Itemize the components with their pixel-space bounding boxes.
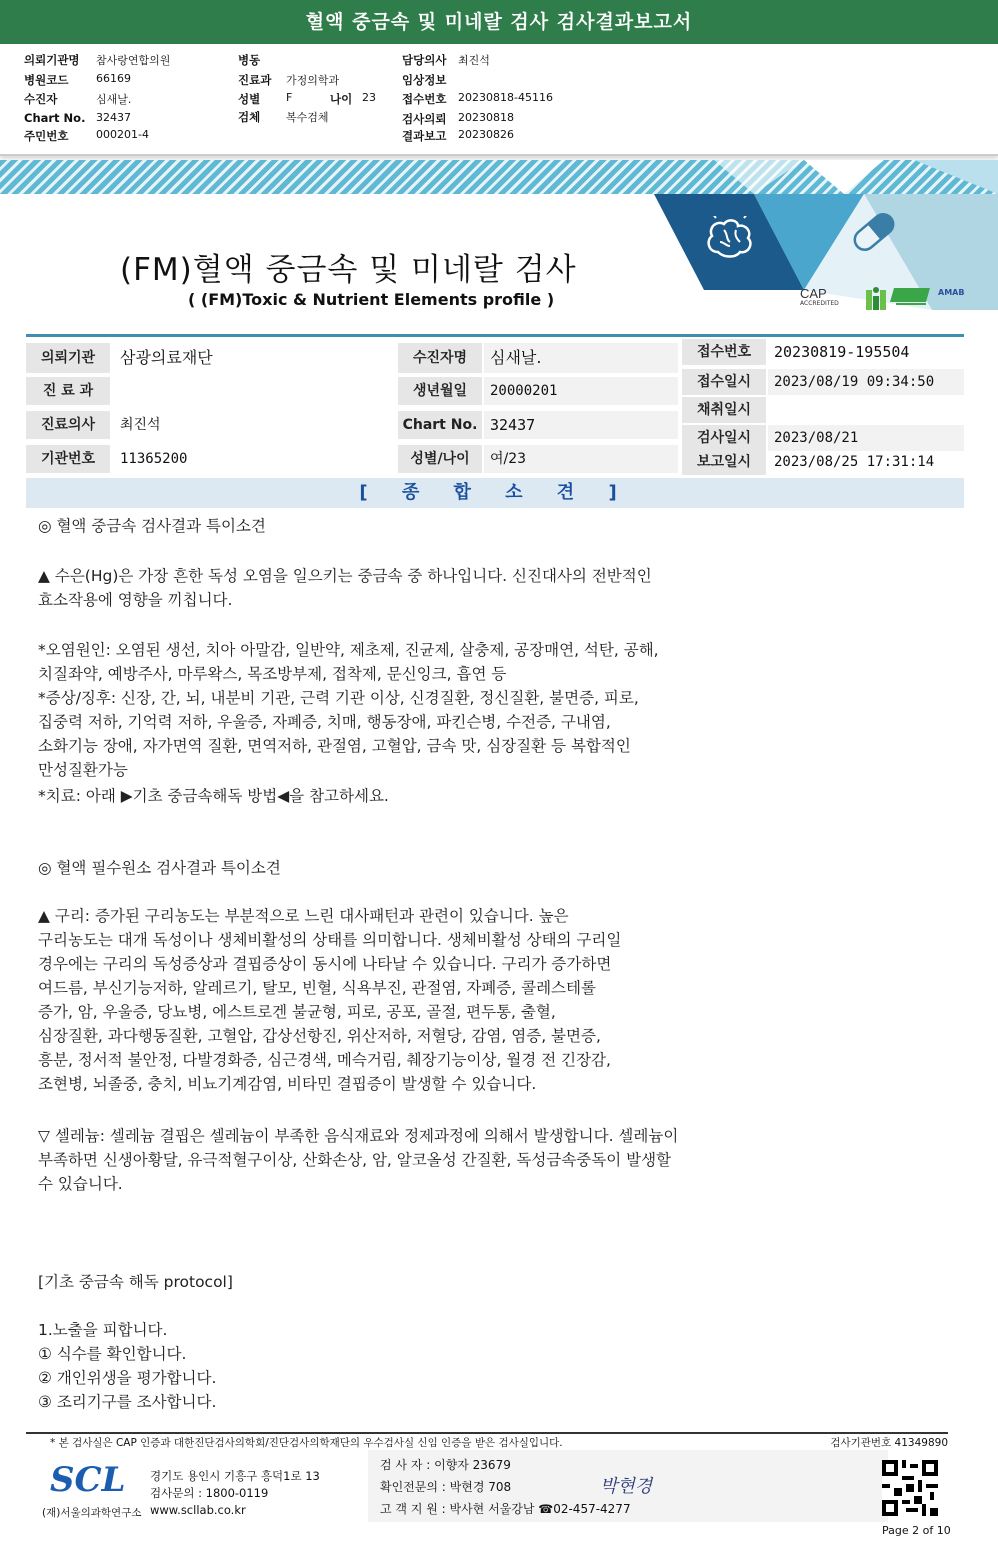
- info-label: 의뢰기관: [26, 343, 110, 373]
- info-label: 수진자명: [398, 343, 482, 373]
- text-line: ▽ 셀레늄: 셀레늄 결핍은 셀레늄이 부족한 음식재료와 정제과정에 의해서 발생합니다. 셀레늄이: [38, 1127, 679, 1145]
- info-label: 성별/나이: [398, 445, 482, 473]
- text-line: ◎ 혈액 중금속 검사결과 특이소견: [38, 517, 266, 535]
- text-line: 소화기능 장애, 자가면역 질환, 면역저하, 관절염, 고혈압, 금속 맛, 심장질환 등 복합적인: [38, 737, 631, 755]
- inspector-line: 고 객 지 원 : 박사현 서울강남 ☎02-457-4277: [380, 1502, 631, 1516]
- info-label: 접수일시: [682, 369, 766, 395]
- text-line: 부족하면 신생아황달, 유극적혈구이상, 산화손상, 암, 알코올성 간질환, 독성금속중독이 발생할: [38, 1151, 672, 1169]
- info-value: 최진석: [120, 417, 161, 433]
- address-line: 검사문의 : 1800-0119: [150, 1486, 269, 1500]
- summary-key: 나이: [330, 92, 353, 106]
- summary-value: F: [286, 91, 293, 104]
- summary-header: [0, 44, 998, 156]
- lab-address: [150, 1468, 320, 1519]
- summary-value: 20230818: [458, 111, 514, 124]
- summary-value: 가정의학과: [286, 74, 340, 87]
- info-value: 여/23: [490, 451, 527, 467]
- summary-value: 복수검체: [286, 111, 329, 124]
- text-line: *증상/징후: 신장, 간, 뇌, 내분비 기관, 근력 기관 이상, 신경질환, 정신질환, 불면증, 피로,: [38, 689, 639, 707]
- summary-key: 검체: [238, 110, 261, 124]
- info-value: 삼광의료재단: [120, 348, 213, 367]
- text-line: 구리농도는 대개 독성이나 생체비활성의 상태를 의미합니다. 생체비활성 상태의 구리일: [38, 931, 622, 949]
- text-line: ▲ 수은(Hg)은 가장 흔한 독성 오염을 일으키는 중금속 중 하나입니다. 신진대사의 전반적인: [38, 567, 652, 585]
- lm-logo: [866, 286, 886, 310]
- certification-text: * 본 검사실은 CAP 인증과 대한진단검사의학회/진단검사의학재단의 우수검사실 신임 인증을 받은 검사실입니다.: [50, 1437, 563, 1449]
- cap-logo: CAP: [800, 286, 827, 301]
- website-link[interactable]: www.scllab.co.kr: [150, 1503, 246, 1517]
- text-line: 조현병, 뇌졸중, 충치, 비뇨기계감염, 비타민 결핍증이 발생할 수 있습니다.: [38, 1075, 537, 1093]
- summary-key: 진료과: [238, 73, 272, 87]
- text-line: ② 개인위생을 평가합니다.: [38, 1369, 217, 1387]
- text-line: 만성질환가능: [38, 761, 128, 779]
- brain-icon: [704, 216, 756, 264]
- capsule-icon: [846, 204, 902, 264]
- summary-key: 접수번호: [402, 92, 447, 106]
- inspector-line: 검 사 자 : 이향자 23679: [380, 1458, 511, 1472]
- summary-key: 의뢰기관명: [24, 53, 80, 67]
- info-label: 보고일시: [682, 449, 766, 475]
- summary-value: 20230818-45116: [458, 91, 553, 104]
- text-line: 흥분, 정서적 불안정, 다발경화증, 심근경색, 메슥거림, 췌장기능이상, 월경 전 긴장감,: [38, 1051, 611, 1069]
- summary-key: 병동: [238, 53, 261, 67]
- text-line: [기초 중금속 해독 protocol]: [38, 1273, 233, 1291]
- summary-key: 임상정보: [402, 73, 447, 87]
- summary-key: 결과보고: [402, 129, 447, 143]
- summary-key: 수진자: [24, 92, 58, 106]
- text-line: ① 식수를 확인합니다.: [38, 1345, 187, 1363]
- info-label: 기관번호: [26, 445, 110, 473]
- qr-code-icon: [882, 1460, 938, 1516]
- info-label: Chart No.: [398, 411, 482, 439]
- summary-value: 23: [362, 91, 376, 104]
- address-line: 경기도 용인시 기흥구 흥덕1로 13: [150, 1469, 320, 1483]
- summary-value: 최진석: [458, 54, 490, 67]
- text-line: 수 있습니다.: [38, 1175, 123, 1193]
- summary-value: 000201-4: [96, 128, 149, 141]
- lab-number: 검사기관번호 41349890: [830, 1437, 948, 1449]
- logo-panel: [654, 160, 998, 320]
- report-subtitle: ( (FM)Toxic & Nutrient Elements profile ): [188, 290, 555, 309]
- summary-key: 담당의사: [402, 53, 447, 67]
- summary-key: 성별: [238, 92, 261, 106]
- text-line: 여드름, 부신기능저하, 알레르기, 탈모, 빈혈, 식욕부진, 관절염, 자폐증, 콜레스테롤: [38, 979, 596, 997]
- summary-value: 참사랑연합의원: [96, 54, 171, 67]
- info-label: 진료의사: [26, 411, 110, 439]
- summary-value: 심새날.: [96, 93, 132, 106]
- scl-logo-subtitle: (재)서울의과학연구소: [42, 1507, 142, 1519]
- summary-key: 병원코드: [24, 73, 69, 87]
- summary-value: 66169: [96, 72, 131, 85]
- text-line: ◎ 혈액 필수원소 검사결과 특이소견: [38, 859, 281, 877]
- scl-logo: SCL: [50, 1460, 126, 1500]
- info-value: 2023/08/21: [774, 430, 859, 446]
- amab-logo: AMAB: [938, 288, 965, 297]
- info-label: 채취일시: [682, 397, 766, 423]
- summary-key: Chart No.: [24, 111, 86, 125]
- text-line: 증가, 암, 우울증, 당뇨병, 에스트로겐 불균형, 피로, 공포, 골절, 편두통, 출혈,: [38, 1003, 556, 1021]
- cap-logo-sub: ACCREDITED: [800, 300, 839, 307]
- report-title: (FM)혈액 중금속 및 미네랄 검사: [120, 252, 577, 288]
- info-label: 생년월일: [398, 377, 482, 405]
- info-label: 검사일시: [682, 425, 766, 451]
- text-line: 집중력 저하, 기억력 저하, 우울증, 자폐증, 치매, 행동장애, 파킨슨병, 수전증, 구내염,: [38, 713, 611, 731]
- text-line: ③ 조리기구를 조사합니다.: [38, 1393, 217, 1411]
- summary-value: 20230826: [458, 128, 514, 141]
- certification-note: [26, 1432, 948, 1450]
- patient-info-table: [26, 334, 964, 472]
- text-line: *치료: 아래 ▶기초 중금속해독 방법◀을 참고하세요.: [38, 787, 389, 805]
- summary-key: 검사의뢰: [402, 112, 447, 126]
- info-value: 2023/08/25 17:31:14: [774, 454, 935, 470]
- report-banner-title: 혈액 중금속 및 미네랄 검사 검사결과보고서: [0, 0, 998, 44]
- signature: 박현경: [600, 1476, 653, 1497]
- text-line: *오염원인: 오염된 생선, 치아 아말감, 일반약, 제초제, 진균제, 살충제, 공장매연, 석탄, 공해,: [38, 641, 659, 659]
- summary-key: 주민번호: [24, 129, 69, 143]
- era-logo: [890, 288, 930, 306]
- text-line: 1.노출을 피합니다.: [38, 1321, 168, 1339]
- info-value: 2023/08/19 09:34:50: [774, 374, 935, 390]
- info-value: 심새날.: [490, 348, 542, 367]
- text-line: ▲ 구리: 증가된 구리농도는 부분적으로 느린 대사패턴과 관련이 있습니다. 높은: [38, 907, 569, 925]
- text-line: 치질좌약, 예방주사, 마루왁스, 목조방부제, 접착제, 문신잉크, 흡연 등: [38, 665, 507, 683]
- inspector-line: 확인전문의 : 박현경 708: [380, 1480, 512, 1494]
- info-label: 진 료 과: [26, 377, 110, 405]
- info-value: 20230819-195504: [774, 343, 910, 361]
- text-line: 경우에는 구리의 독성증상과 결핍증상이 동시에 나타날 수 있습니다. 구리가 증가하면: [38, 955, 612, 973]
- info-value: 20000201: [490, 383, 558, 399]
- info-value: 11365200: [120, 451, 188, 467]
- info-value: 32437: [490, 416, 536, 434]
- text-line: 심장질환, 과다행동질환, 고혈압, 갑상선항진, 위산저하, 저혈당, 감염, 염증, 불면증,: [38, 1027, 601, 1045]
- text-line: 효소작용에 영향을 끼칩니다.: [38, 591, 233, 609]
- page-number: Page 2 of 10: [882, 1524, 951, 1537]
- section-title: [ 종 합 소 견 ]: [26, 478, 964, 508]
- info-label: 접수번호: [682, 339, 766, 365]
- summary-value: 32437: [96, 111, 131, 124]
